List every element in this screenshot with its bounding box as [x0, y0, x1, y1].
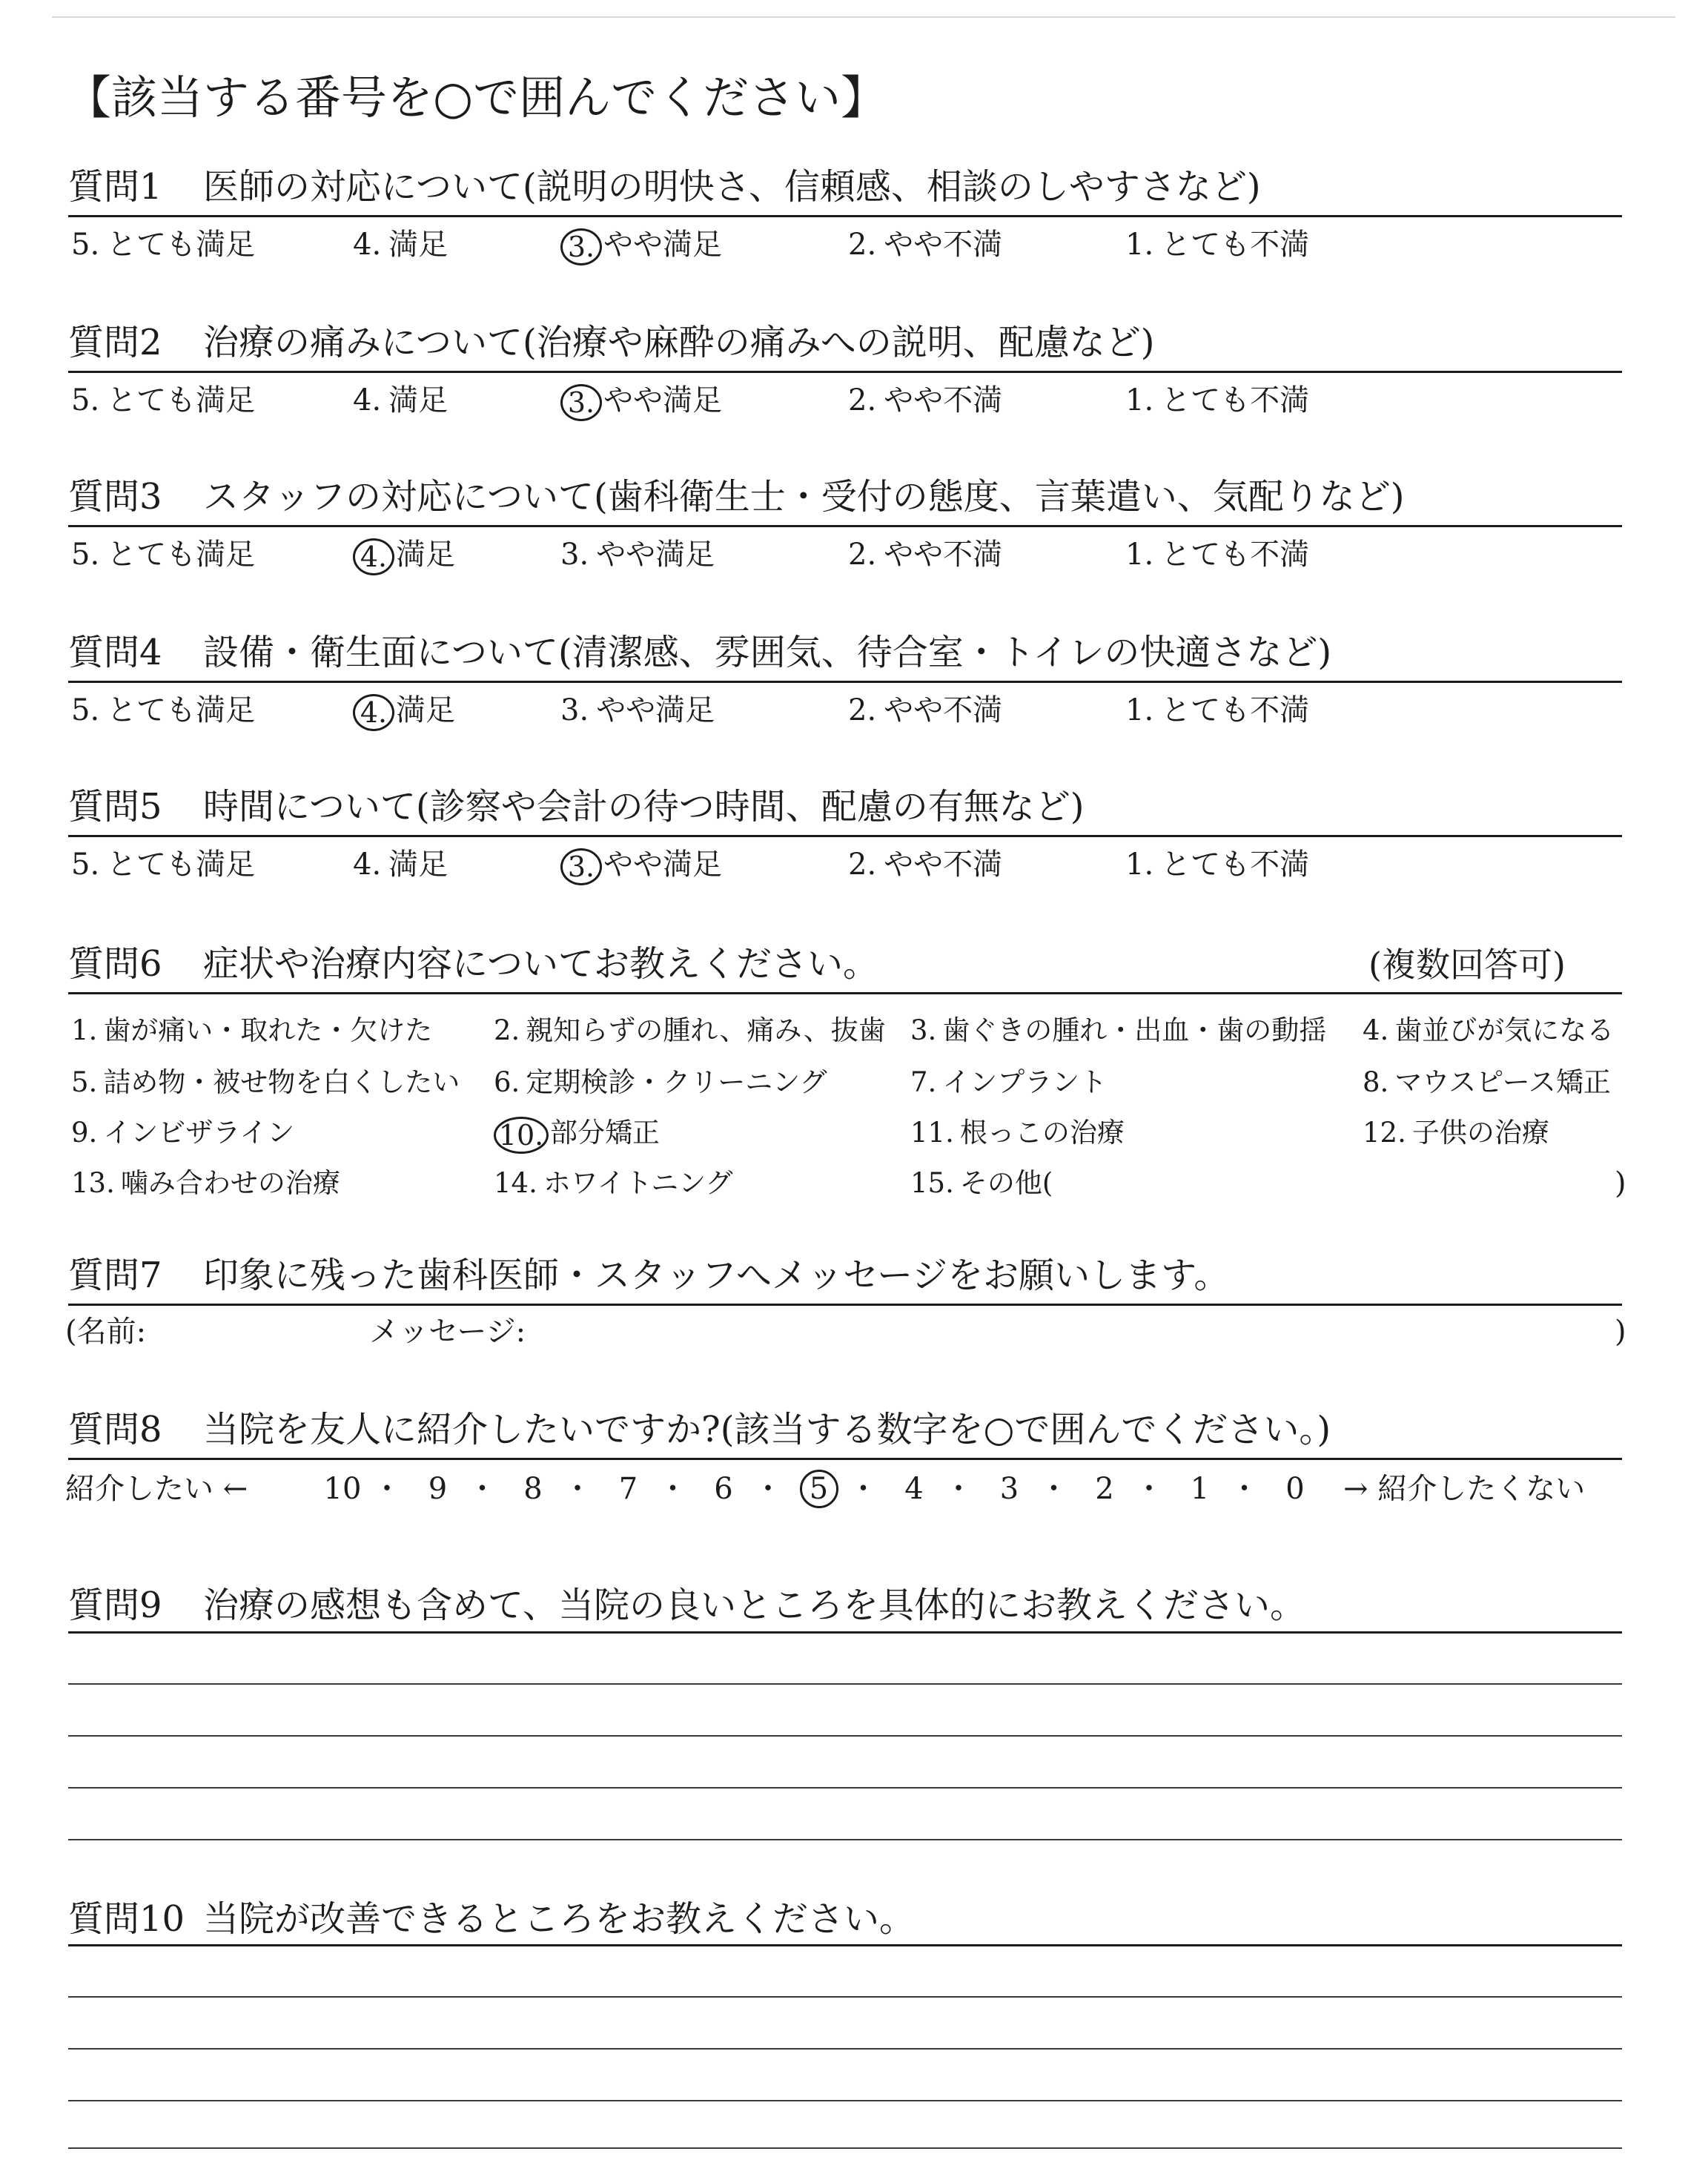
- q3-option: [71, 535, 255, 574]
- q3-heading: [68, 475, 1405, 519]
- q8-separator: ・: [753, 1472, 783, 1506]
- q8-scale-value: 0: [1285, 1472, 1305, 1506]
- q2-heading: [68, 320, 1155, 365]
- option-label: とても不満: [1161, 383, 1310, 417]
- top-border: [52, 16, 1675, 18]
- option-label: とても不満: [1161, 848, 1310, 882]
- option-number: 4.: [1363, 1014, 1389, 1046]
- q1-heading: [68, 165, 1261, 209]
- option-label: マウスピース矯正: [1394, 1066, 1611, 1098]
- option-label: 根っこの治療: [959, 1117, 1125, 1149]
- option-label: 満足: [388, 383, 448, 417]
- option-label: とても不満: [1161, 228, 1310, 262]
- q10-answer-line: [68, 2048, 1622, 2050]
- option-number: 15.: [910, 1167, 954, 1199]
- q6-heading: [68, 942, 878, 986]
- q6-rule: [68, 992, 1622, 994]
- q1-option: [353, 225, 448, 264]
- q10-answer-line: [68, 2100, 1622, 2101]
- option-number: 2.: [848, 538, 877, 572]
- option-number: 8.: [1363, 1066, 1389, 1098]
- q7-text: 印象に残った歯科医師・スタッフへメッセージをお願いします。: [203, 1255, 1230, 1296]
- option-number: 12.: [1363, 1117, 1406, 1149]
- q8-separator: ・: [467, 1472, 497, 1506]
- option-label: やや不満: [884, 538, 1003, 572]
- option-number: 7.: [910, 1066, 937, 1098]
- option-label: やや満足: [603, 228, 722, 262]
- option-number: 2.: [848, 848, 877, 882]
- q8-separator: ・: [563, 1472, 592, 1506]
- option-label: とても不満: [1161, 538, 1310, 572]
- q10-answer-line: [68, 1996, 1622, 1998]
- q6-option: [71, 1164, 340, 1203]
- option-number: 5.: [71, 848, 100, 882]
- q8-scale-value: 6: [714, 1472, 733, 1506]
- q3-option: [353, 535, 455, 575]
- option-number: 4.: [353, 848, 382, 882]
- q8-separator: ・: [1229, 1472, 1260, 1506]
- option-number: 1.: [71, 1014, 98, 1046]
- q8-scale-value: 4: [904, 1472, 924, 1506]
- q4-option: [560, 691, 715, 730]
- option-number: 1.: [1125, 383, 1154, 417]
- q2-option: [71, 381, 255, 420]
- q10-heading: [68, 1897, 915, 1941]
- selected-answer-circle: 4.: [353, 694, 394, 731]
- q5-option: [848, 845, 1002, 884]
- q8-number: 質問8: [68, 1409, 162, 1450]
- q6-option: [71, 1114, 294, 1152]
- q7-heading: [68, 1253, 1229, 1298]
- q8-right-label: → 紹介したくない: [1343, 1472, 1586, 1506]
- q9-text: 治療の感想も含めて、当院の良いところを具体的にお教えください。: [203, 1585, 1306, 1626]
- option-label: 満足: [388, 848, 448, 882]
- q1-option: [1125, 225, 1309, 264]
- q9-answer-line: [68, 1787, 1622, 1789]
- q10-number: 質問10: [68, 1898, 185, 1940]
- q7-name-label: (名前:: [65, 1315, 147, 1349]
- q6-option: [494, 1011, 886, 1050]
- option-label: とても不満: [1161, 693, 1310, 727]
- q6-option: [910, 1164, 1053, 1203]
- option-label: やや不満: [884, 228, 1003, 262]
- q2-number: 質問2: [68, 322, 162, 363]
- option-label: 歯並びが気になる: [1394, 1014, 1615, 1046]
- selected-answer-circle: 3.: [560, 228, 602, 265]
- q3-text: スタッフの対応について(歯科衛生士・受付の態度、言葉遣い、気配りなど): [203, 476, 1405, 518]
- q5-option: [560, 845, 722, 885]
- option-label: やや不満: [884, 693, 1003, 727]
- option-number: 2.: [848, 228, 877, 262]
- q4-text: 設備・衛生面について(清潔感、雰囲気、待合室・トイレの快適さなど): [203, 632, 1332, 673]
- option-number: 2.: [848, 383, 877, 417]
- option-label: やや不満: [884, 848, 1003, 882]
- option-number: 11.: [910, 1117, 954, 1149]
- q5-number: 質問5: [68, 786, 162, 828]
- selected-answer-circle: 3.: [560, 848, 602, 885]
- q4-option: [848, 691, 1002, 730]
- q6-option: [71, 1011, 432, 1050]
- option-number: 4.: [353, 228, 382, 262]
- q8-left-label: 紹介したい ←: [65, 1472, 248, 1506]
- q1-text: 医師の対応について(説明の明快さ、信頼感、相談のしやすさなど): [203, 166, 1261, 208]
- q1-number: 質問1: [68, 166, 162, 208]
- q8-scale-value: 7: [618, 1472, 638, 1506]
- option-number: 5.: [71, 383, 100, 417]
- q4-option: [1125, 691, 1309, 730]
- q6-option: [910, 1011, 1326, 1050]
- q5-option: [71, 845, 255, 884]
- q6-text: 症状や治療内容についてお教えください。: [203, 943, 879, 985]
- option-label: その他(: [959, 1167, 1053, 1199]
- option-label: とても満足: [107, 693, 256, 727]
- option-number: 4.: [353, 383, 382, 417]
- q1-rule: [68, 215, 1622, 217]
- q8-separator: ・: [1039, 1472, 1069, 1506]
- q6-option: [1363, 1063, 1611, 1102]
- option-label: ホワイトニング: [543, 1167, 733, 1199]
- option-number: 1.: [1125, 693, 1154, 727]
- q8-scale-value: 8: [523, 1472, 543, 1506]
- option-label: やや満足: [603, 383, 722, 417]
- q1-option: [71, 225, 255, 264]
- q3-option: [560, 535, 715, 574]
- option-number: 5.: [71, 1066, 98, 1098]
- option-number: 13.: [71, 1167, 115, 1199]
- option-number: 5.: [71, 228, 100, 262]
- q2-option: [1125, 381, 1309, 420]
- option-number: 2.: [848, 693, 877, 727]
- q5-option: [1125, 845, 1309, 884]
- q1-option: [560, 225, 722, 265]
- option-label: 部分矯正: [550, 1117, 660, 1149]
- option-number: 1.: [1125, 228, 1154, 262]
- q7-close-paren: ): [1615, 1315, 1626, 1349]
- q9-heading: [68, 1583, 1305, 1628]
- selected-answer-circle: 3.: [560, 384, 602, 421]
- option-label: インプラント: [942, 1066, 1108, 1098]
- q4-option: [353, 691, 455, 731]
- option-number: 3.: [560, 693, 589, 727]
- q9-rule: [68, 1631, 1622, 1634]
- option-label: とても満足: [107, 538, 256, 572]
- q6-option: [1363, 1114, 1549, 1152]
- q6-other-close-paren: ): [1615, 1166, 1626, 1200]
- q10-text: 当院が改善できるところをお教えください。: [203, 1898, 916, 1940]
- q5-heading: [68, 785, 1085, 829]
- option-number: 6.: [494, 1066, 520, 1098]
- page-title: 【該当する番号を○で囲んでください】: [65, 70, 887, 125]
- q5-text: 時間について(診察や会計の待つ時間、配慮の有無など): [203, 786, 1085, 828]
- option-number: 14.: [494, 1167, 537, 1199]
- option-label: 満足: [396, 538, 455, 572]
- q6-option: [1363, 1011, 1614, 1050]
- option-label: とても満足: [107, 228, 256, 262]
- q6-option: [494, 1164, 733, 1203]
- q6-option: [494, 1114, 660, 1154]
- option-label: やや満足: [596, 693, 715, 727]
- q7-rule: [68, 1304, 1622, 1306]
- option-label: 歯ぐきの腫れ・出血・歯の動揺: [942, 1014, 1327, 1046]
- option-number: 9.: [71, 1117, 98, 1149]
- selected-answer-circle: 5: [800, 1470, 838, 1508]
- option-number: 5.: [71, 538, 100, 572]
- q4-option: [71, 691, 255, 730]
- option-number: 3.: [910, 1014, 937, 1046]
- q6-option: [910, 1114, 1125, 1152]
- selected-answer-circle: 4.: [353, 538, 394, 575]
- q8-scale-value: 10: [323, 1472, 362, 1506]
- q8-separator: ・: [848, 1472, 878, 1506]
- q8-separator: ・: [372, 1472, 402, 1506]
- q9-number: 質問9: [68, 1585, 162, 1626]
- q6-number: 質問6: [68, 943, 162, 985]
- selected-answer-circle: 10.: [494, 1117, 549, 1154]
- q2-rule: [68, 371, 1622, 373]
- q10-answer-line: [68, 2147, 1622, 2149]
- q3-option: [848, 535, 1002, 574]
- option-number: 1.: [1125, 848, 1154, 882]
- q5-option: [353, 845, 448, 884]
- q9-answer-line: [68, 1735, 1622, 1737]
- option-number: 3.: [560, 538, 589, 572]
- option-label: 満足: [388, 228, 448, 262]
- q4-rule: [68, 681, 1622, 683]
- option-label: やや不満: [884, 383, 1003, 417]
- q8-scale-value: 1: [1190, 1472, 1210, 1506]
- q10-rule: [68, 1944, 1622, 1946]
- option-label: 子供の治療: [1411, 1117, 1549, 1149]
- q9-answer-line: [68, 1683, 1622, 1685]
- q2-option: [848, 381, 1002, 420]
- q2-text: 治療の痛みについて(治療や麻酔の痛みへの説明、配慮など): [203, 322, 1155, 363]
- q8-separator: ・: [658, 1472, 688, 1506]
- q4-heading: [68, 630, 1331, 675]
- option-number: 1.: [1125, 538, 1154, 572]
- option-number: 2.: [494, 1014, 520, 1046]
- q3-option: [1125, 535, 1309, 574]
- q7-number: 質問7: [68, 1255, 162, 1296]
- q2-option: [353, 381, 448, 420]
- option-label: 定期検診・クリーニング: [526, 1066, 827, 1098]
- option-label: 親知らずの腫れ、痛み、抜歯: [526, 1014, 886, 1046]
- q1-option: [848, 225, 1002, 264]
- q7-message-label: メッセージ:: [369, 1315, 526, 1349]
- option-label: とても満足: [107, 848, 256, 882]
- q8-scale-value: 9: [428, 1472, 448, 1506]
- q8-scale-value: 3: [999, 1472, 1019, 1506]
- q8-separator: ・: [944, 1472, 973, 1506]
- option-label: 詰め物・被せ物を白くしたい: [103, 1066, 460, 1098]
- q4-number: 質問4: [68, 632, 162, 673]
- q3-rule: [68, 525, 1622, 527]
- option-label: 噛み合わせの治療: [120, 1167, 340, 1199]
- q5-rule: [68, 835, 1622, 837]
- q3-number: 質問3: [68, 476, 162, 518]
- option-number: 5.: [71, 693, 100, 727]
- q6-option: [910, 1063, 1107, 1102]
- option-label: やや満足: [603, 848, 722, 882]
- q8-heading: [68, 1407, 1331, 1452]
- q6-option: [494, 1063, 827, 1102]
- q9-answer-line: [68, 1839, 1622, 1840]
- q8-text: 当院を友人に紹介したいですか?(該当する数字を○で囲んでください。): [203, 1409, 1331, 1450]
- q6-multiple-answers-note: (複数回答可): [1368, 945, 1566, 985]
- option-label: インビザライン: [103, 1117, 295, 1149]
- option-label: 満足: [396, 693, 455, 727]
- option-label: 歯が痛い・取れた・欠けた: [103, 1014, 433, 1046]
- option-label: とても満足: [107, 383, 256, 417]
- q8-scale-value: 2: [1095, 1472, 1114, 1506]
- q6-option: [71, 1063, 460, 1102]
- q2-option: [560, 381, 722, 421]
- q8-rule: [68, 1458, 1622, 1460]
- option-label: やや満足: [596, 538, 715, 572]
- q8-separator: ・: [1134, 1472, 1164, 1506]
- q8-scale-value: [797, 1470, 841, 1508]
